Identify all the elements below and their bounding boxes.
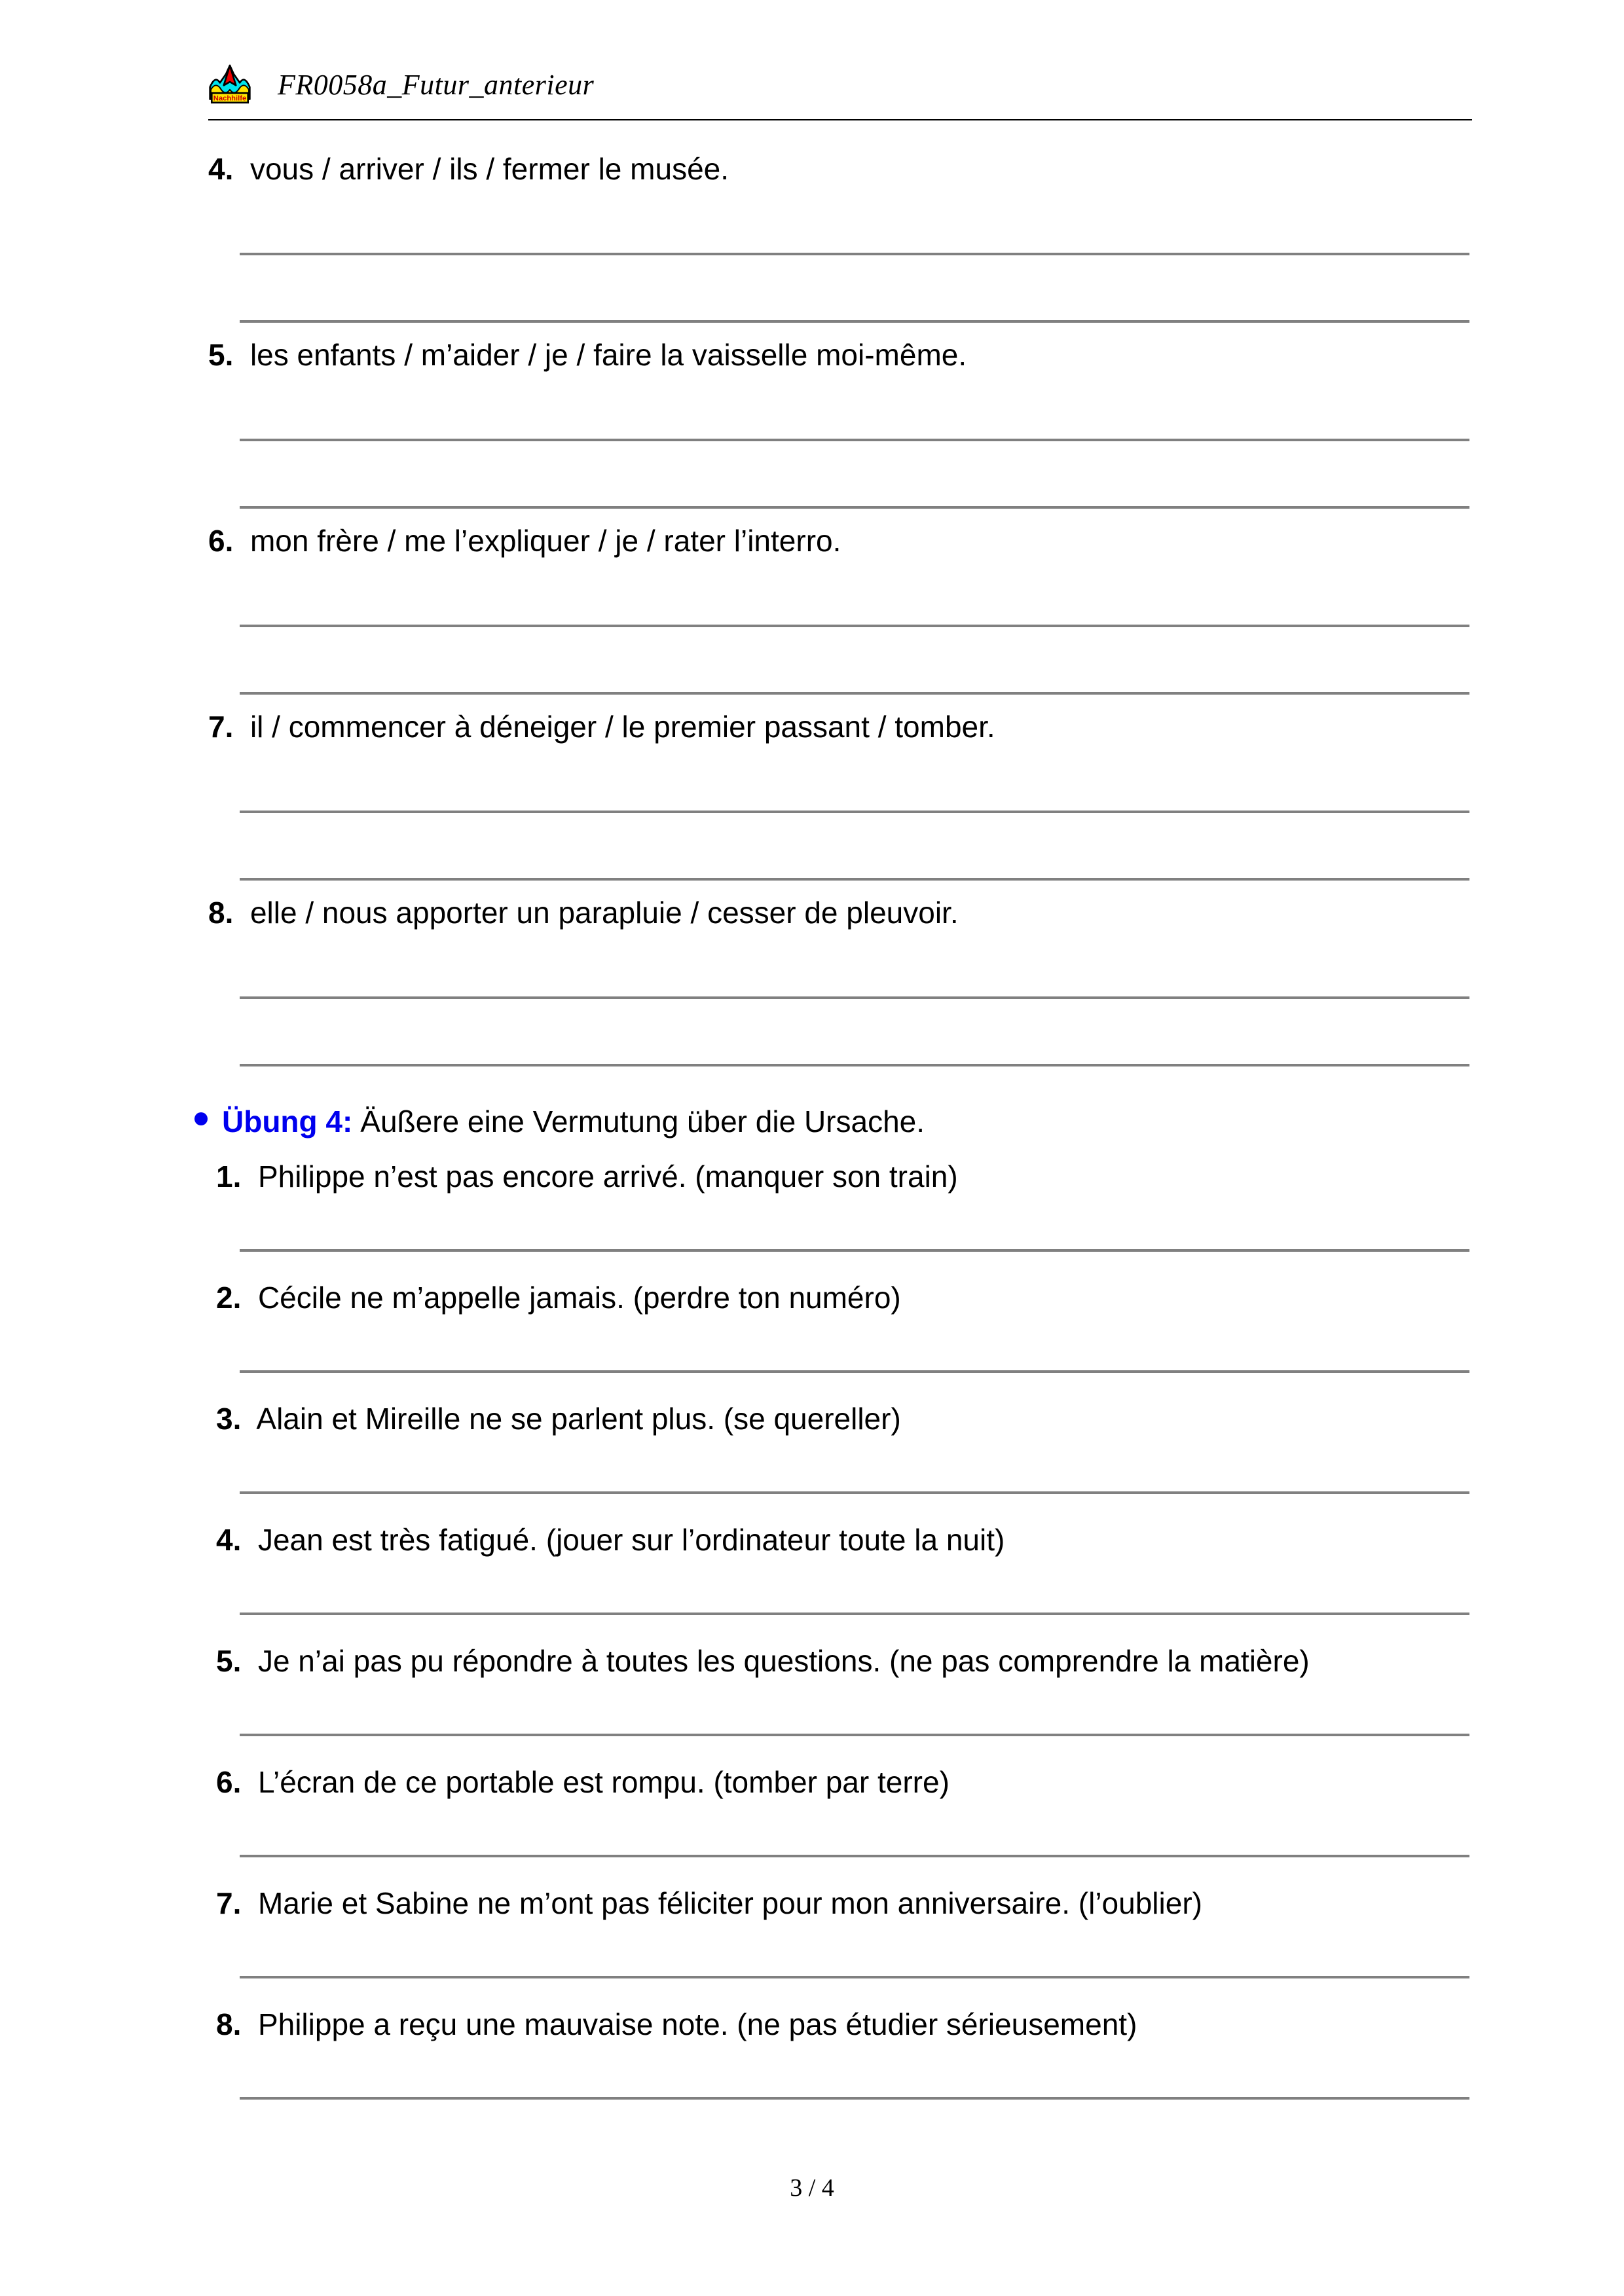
question-row	[216, 1887, 1202, 1921]
answer-line[interactable]	[240, 1613, 1469, 1615]
uebung4-description: Äußere eine Vermutung über die Ursache.	[360, 1104, 925, 1139]
answer-line[interactable]	[240, 2097, 1469, 2100]
answer-line[interactable]	[240, 1370, 1469, 1373]
question-row	[216, 1766, 950, 1800]
question-row	[208, 896, 959, 930]
answer-line[interactable]	[240, 1064, 1469, 1066]
question-number: 2.	[216, 1281, 250, 1315]
answer-line[interactable]	[240, 878, 1469, 881]
question-text: Je n’ai pas pu répondre à toutes les questions. (ne pas comprendre la matière)	[257, 1644, 1310, 1678]
question-row	[208, 524, 841, 558]
question-number: 5.	[208, 338, 242, 372]
bullet-icon	[194, 1112, 208, 1125]
question-row	[216, 1281, 901, 1315]
answer-line[interactable]	[240, 1734, 1469, 1736]
question-text: Alain et Mireille ne se parlent plus. (se quereller)	[256, 1402, 901, 1436]
question-text: Marie et Sabine ne m’ont pas féliciter pour mon anniversaire. (l’oublier)	[257, 1886, 1202, 1920]
answer-line[interactable]	[240, 692, 1469, 695]
header-divider	[208, 119, 1472, 120]
question-row	[216, 1402, 901, 1436]
answer-line[interactable]	[240, 625, 1469, 627]
answer-line[interactable]	[240, 1491, 1469, 1494]
answer-line[interactable]	[240, 996, 1469, 999]
question-number: 5.	[216, 1644, 250, 1678]
answer-line[interactable]	[240, 811, 1469, 813]
answer-line[interactable]	[240, 253, 1469, 255]
question-number: 6.	[216, 1765, 250, 1799]
question-text: vous / arriver / ils / fermer le musée.	[249, 152, 729, 186]
question-number: 7.	[208, 710, 242, 744]
question-row	[216, 2008, 1137, 2042]
question-text: mon frère / me l’expliquer / je / rater l’interro.	[249, 524, 841, 558]
question-text: il / commencer à déneiger / le premier passant / tomber.	[249, 710, 995, 744]
question-number: 8.	[216, 2007, 250, 2041]
page-footer: 3 / 4	[790, 2174, 834, 2202]
question-number: 8.	[208, 896, 242, 930]
nachhilfe-logo-icon	[208, 63, 251, 106]
question-text: elle / nous apporter un parapluie / cesser de pleuvoir.	[249, 896, 959, 930]
question-text: Jean est très fatigué. (jouer sur l’ordinateur toute la nuit)	[257, 1523, 1005, 1557]
svg-text:Nachhilfe: Nachhilfe	[213, 94, 247, 103]
question-text: Philippe n’est pas encore arrivé. (manquer son train)	[257, 1159, 958, 1194]
question-row	[216, 1160, 958, 1194]
uebung4-label: Übung 4:	[222, 1104, 353, 1139]
question-number: 7.	[216, 1886, 250, 1920]
question-number: 4.	[216, 1523, 250, 1557]
answer-line[interactable]	[240, 506, 1469, 509]
answer-line[interactable]	[240, 1249, 1469, 1252]
question-number: 4.	[208, 152, 242, 186]
answer-line[interactable]	[240, 320, 1469, 323]
question-text: Cécile ne m’appelle jamais. (perdre ton numéro)	[257, 1281, 901, 1315]
document-title: FR0058a_Futur_anterieur	[278, 68, 595, 101]
uebung4-heading	[194, 1105, 925, 1139]
question-row	[216, 1523, 1005, 1558]
question-text: Philippe a reçu une mauvaise note. (ne pas étudier sérieusement)	[257, 2007, 1137, 2041]
page-header	[208, 60, 1472, 109]
question-row	[208, 710, 995, 744]
question-text: les enfants / m’aider / je / faire la vaisselle moi-même.	[249, 338, 967, 372]
question-row	[208, 338, 967, 373]
answer-line[interactable]	[240, 439, 1469, 441]
question-row	[216, 1645, 1310, 1679]
question-row	[208, 153, 729, 187]
answer-line[interactable]	[240, 1855, 1469, 1857]
question-number: 6.	[208, 524, 242, 558]
question-number: 3.	[216, 1402, 250, 1436]
question-text: L’écran de ce portable est rompu. (tomber par terre)	[257, 1765, 950, 1799]
question-number: 1.	[216, 1159, 250, 1194]
answer-line[interactable]	[240, 1976, 1469, 1978]
